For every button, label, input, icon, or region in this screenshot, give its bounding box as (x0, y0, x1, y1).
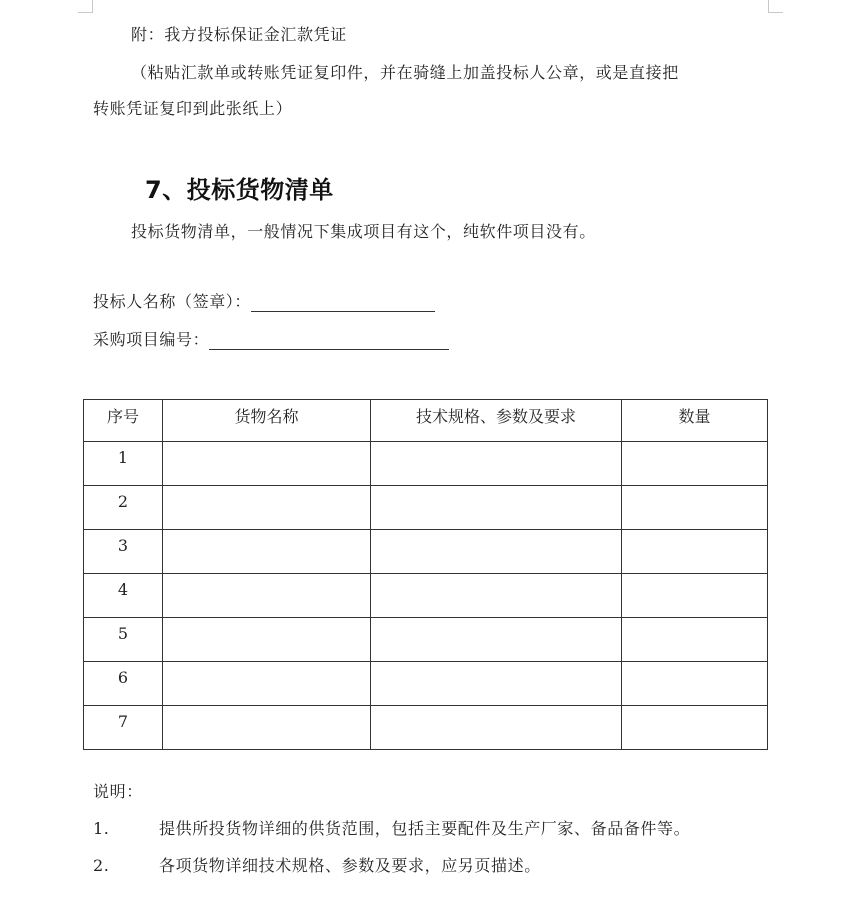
goods-list-table (83, 399, 768, 750)
page-corner-mark-right (768, 0, 783, 13)
header-quantity: 数量 (622, 400, 768, 442)
table-row (84, 618, 768, 662)
cell-goods-name[interactable] (163, 706, 371, 750)
table-row (84, 442, 768, 486)
cell-specs[interactable] (371, 530, 622, 574)
note-item-1-number: 1. (93, 819, 110, 838)
cell-quantity[interactable] (622, 618, 768, 662)
note-item-2-number: 2. (93, 856, 110, 875)
section-heading: 7、投标货物清单 (145, 176, 334, 204)
cell-specs[interactable] (371, 618, 622, 662)
cell-goods-name[interactable] (163, 486, 371, 530)
section-intro: 投标货物清单，一般情况下集成项目有这个，纯软件项目没有。 (131, 222, 596, 241)
cell-specs[interactable] (371, 574, 622, 618)
row-serial: 7 (84, 706, 163, 750)
cell-quantity[interactable] (622, 662, 768, 706)
bidder-name-row (93, 289, 435, 312)
row-serial: 4 (84, 574, 163, 618)
cell-specs[interactable] (371, 662, 622, 706)
page-corner-mark-left (78, 0, 93, 13)
cell-goods-name[interactable] (163, 530, 371, 574)
cell-specs[interactable] (371, 486, 622, 530)
cell-goods-name[interactable] (163, 442, 371, 486)
table-row (84, 486, 768, 530)
header-goods-name: 货物名称 (163, 400, 371, 442)
table-row (84, 574, 768, 618)
row-serial: 6 (84, 662, 163, 706)
row-serial: 3 (84, 530, 163, 574)
note-item-2-text: 各项货物详细技术规格、参数及要求，应另页描述。 (159, 856, 541, 875)
cell-specs[interactable] (371, 442, 622, 486)
cell-quantity[interactable] (622, 486, 768, 530)
note-item-2 (93, 853, 541, 876)
note-item-1 (93, 816, 690, 839)
table-row (84, 706, 768, 750)
row-serial: 1 (84, 442, 163, 486)
row-serial: 2 (84, 486, 163, 530)
table-row (84, 530, 768, 574)
bidder-name-blank[interactable] (251, 294, 435, 312)
cell-goods-name[interactable] (163, 618, 371, 662)
cell-quantity[interactable] (622, 574, 768, 618)
cell-goods-name[interactable] (163, 574, 371, 618)
cell-quantity[interactable] (622, 530, 768, 574)
header-serial: 序号 (84, 400, 163, 442)
note-item-1-text: 提供所投货物详细的供货范围，包括主要配件及生产厂家、备品备件等。 (159, 819, 691, 838)
project-number-blank[interactable] (209, 332, 449, 350)
attachment-title: 附：我方投标保证金汇款凭证 (131, 25, 347, 44)
attachment-note-line-2: 转账凭证复印到此张纸上） (93, 99, 293, 118)
table-header-row (84, 400, 768, 442)
cell-quantity[interactable] (622, 442, 768, 486)
attachment-note-line-1: （粘贴汇款单或转账凭证复印件，并在骑缝上加盖投标人公章，或是直接把 (131, 63, 679, 82)
project-number-label: 采购项目编号： (93, 330, 210, 349)
cell-specs[interactable] (371, 706, 622, 750)
header-specs: 技术规格、参数及要求 (371, 400, 622, 442)
notes-title: 说明： (93, 782, 143, 801)
cell-quantity[interactable] (622, 706, 768, 750)
row-serial: 5 (84, 618, 163, 662)
project-number-row (93, 327, 449, 350)
cell-goods-name[interactable] (163, 662, 371, 706)
bidder-name-label: 投标人名称（签章）： (93, 292, 252, 311)
table-row (84, 662, 768, 706)
